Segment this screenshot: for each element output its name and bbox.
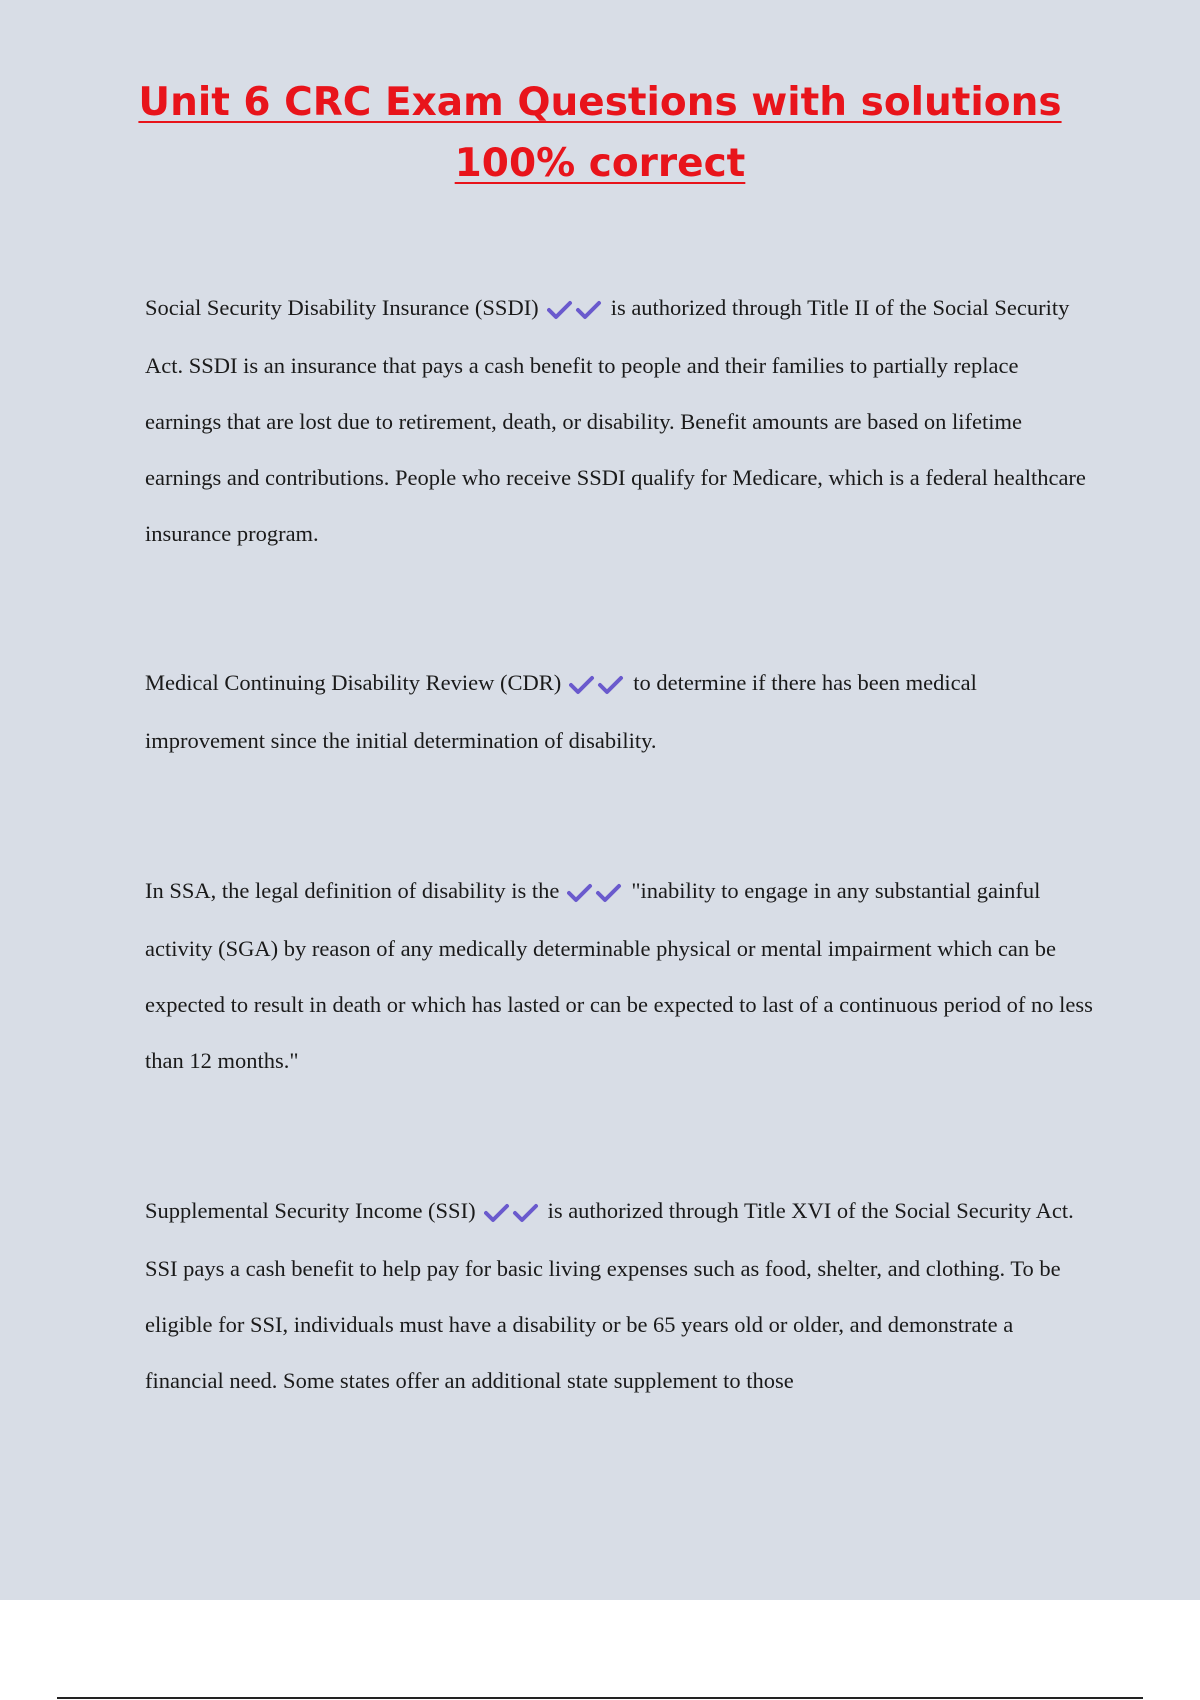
- entry-answer: "inability to engage in any substantial gainful activity (SGA) by reason of any medically determinable physical or mental impairment which can be expected to result in death or which has lasted or can be expected to last of a continuous period of no less than 12 months.": [145, 878, 1093, 1073]
- entry-term: Social Security Disability Insurance (SSDI): [145, 295, 539, 320]
- qa-entry: [145, 655, 1095, 769]
- entry-term: In SSA, the legal definition of disability is the: [145, 878, 560, 903]
- entry-answer: is authorized through Title II of the Social Security Act. SSDI is an insurance that pays a cash benefit to people and their families to partially replace earnings that are lost due to retirement, death, or disability. Benefit amounts are based on lifetime earnings and contributions. People who receive SSDI qualify for Medicare, which is a federal healthcare insurance program.: [145, 295, 1086, 546]
- double-checkmark-icon: [484, 1183, 540, 1239]
- qa-entry: [145, 863, 1095, 1089]
- qa-entry: [145, 1183, 1095, 1409]
- entry-answer: is authorized through Title XVI of the Social Security Act. SSI pays a cash benefit to help pay for basic living expenses such as food, shelter, and clothing. To be eligible for SSI, individuals must have a disability or be 65 years old or older, and demonstrate a financial need. Some states offer an additional state supplement to those: [145, 1198, 1074, 1393]
- double-checkmark-icon: [567, 863, 623, 919]
- double-checkmark-icon: [569, 655, 625, 711]
- document-title: [0, 72, 1200, 194]
- entry-answer: to determine if there has been medical improvement since the initial determination of disability.: [145, 670, 977, 753]
- entry-term: Medical Continuing Disability Review (CDR): [145, 670, 562, 695]
- footer-divider: [57, 1697, 1143, 1699]
- double-checkmark-icon: [547, 280, 603, 336]
- title-line-1: Unit 6 CRC Exam Questions with solutions: [138, 80, 1062, 125]
- qa-entry: [145, 280, 1095, 562]
- title-line-2: 100% correct: [454, 141, 746, 186]
- entry-term: Supplemental Security Income (SSI): [145, 1198, 476, 1223]
